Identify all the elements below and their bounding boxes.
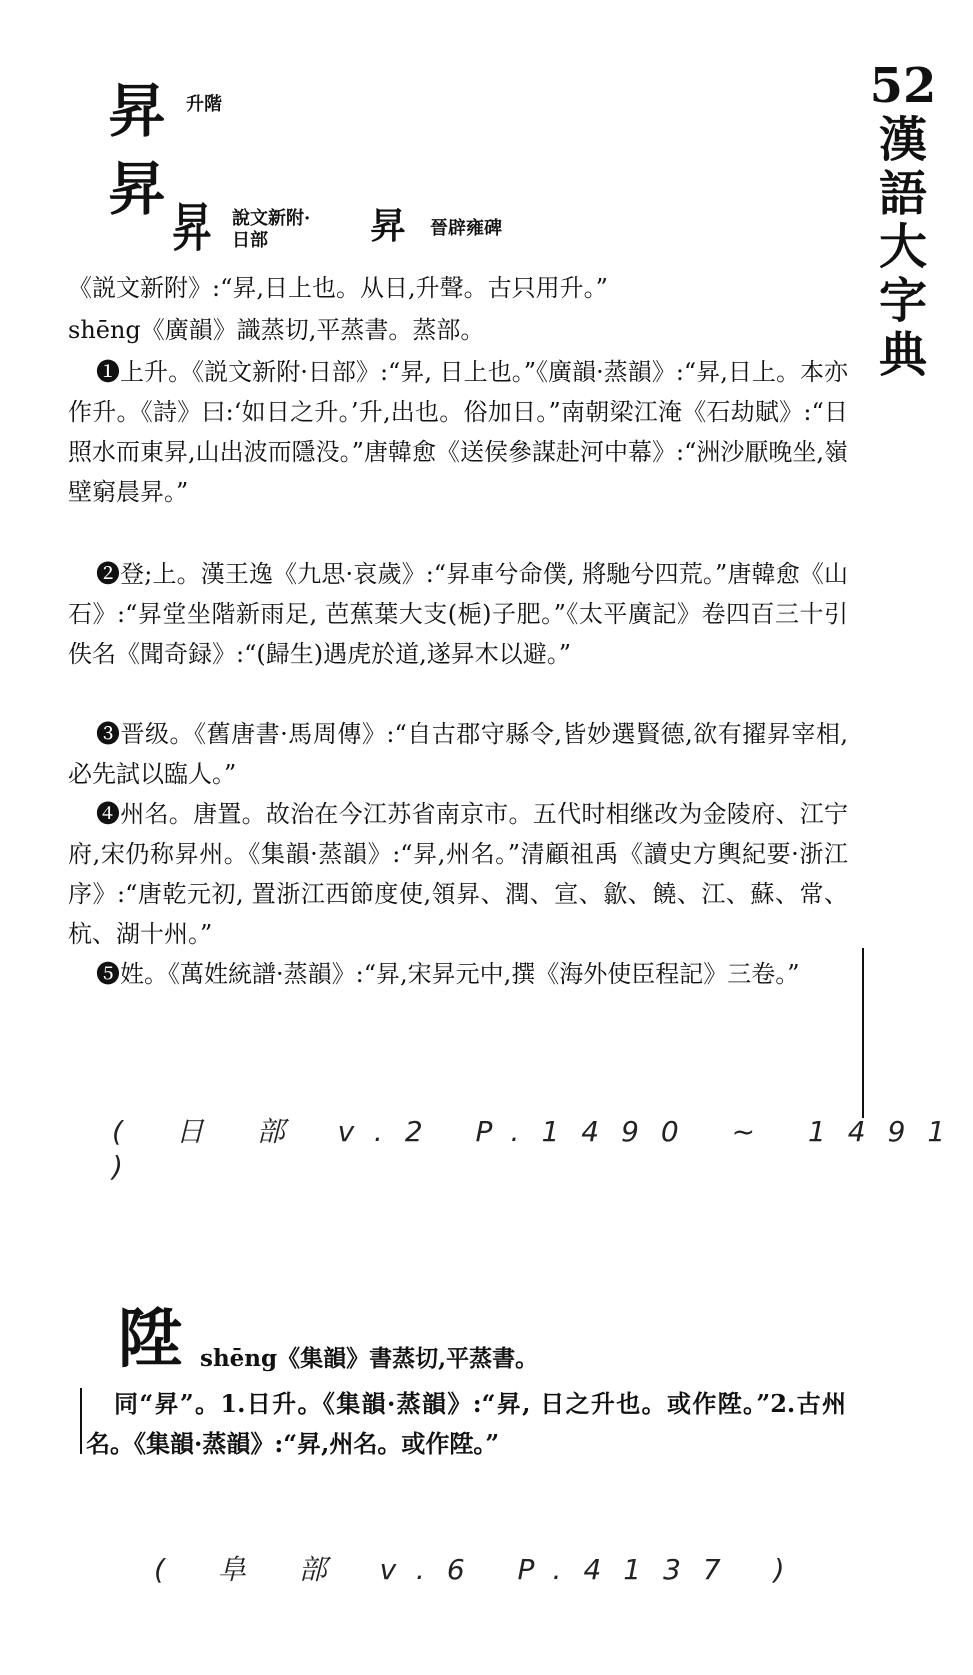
margin-rule (862, 948, 864, 1118)
pronunciation-line: shēng《廣韻》識蒸切,平蒸書。蒸部。 (68, 316, 485, 344)
entry2-definition: 同“昇”。1.日升。《集韻·蒸韻》:“昇, 日之升也。或作陞。”2.古州名。《集韻·蒸韻》:“昇,州名。或作陞。” (86, 1389, 846, 1458)
sense-4: ❹州名。唐置。故治在今江苏省南京市。五代时相继改为金陵府、江宁府,宋仍称昇州。《集韻·蒸韻》:“昇,州名。”清顧祖禹《讀史方輿紀要·浙江序》:“唐乾元初, 置浙江西節度使,領昇、潤、宣、歙、饒、江、蘇、常、杭、湖十州。” (68, 800, 848, 948)
title-char: 漢 (878, 111, 927, 168)
title-char: 大 (878, 219, 927, 276)
handwritten-note-2: ( 阜 部 v.6 P.4137 ) (154, 1553, 807, 1586)
seal-note (232, 208, 310, 252)
title-char: 語 (878, 165, 927, 222)
quote-line: 《説文新附》:“昇,日上也。从日,升聲。古只用升。” (68, 274, 608, 302)
jin-note: 晉辟雍碑 (430, 218, 502, 239)
entry2-pronunciation: shēng《集韻》書蒸切,平蒸書。 (200, 1345, 539, 1372)
sense-1: ❶上升。《説文新附·日部》:“昇, 日上也。”《廣韻·蒸韻》:“昇,日上。本亦作升。《詩》曰:‘如日之升。’升,出也。俗加日。”南朝梁江淹《石劫賦》:“日照水而東昇,山出波而隱没。”唐韓愈《送侯參謀赴河中幕》:“洲沙厭晚坐,嶺壁窮晨昇。” (68, 358, 848, 506)
sense-3: ❸晋级。《舊唐書·馬周傳》:“自古郡守縣令,皆妙選賢德,欲有擢昇宰相,必先試以臨人。” (68, 720, 848, 788)
entry1-headword: 昇 (108, 77, 167, 145)
seal-note-line: 說文新附· (232, 208, 311, 229)
side-heading (868, 60, 938, 383)
handwritten-note-1: ( 日 部 v.2 P.1490 ~ 1491 ) (112, 1115, 968, 1183)
title-char: 典 (878, 326, 927, 383)
title-char: 字 (878, 273, 927, 329)
seal-script-glyph: 昇 (172, 197, 212, 259)
entry1-headword-large: 昇 (108, 155, 167, 223)
seal-note-line: 日部 (232, 230, 268, 251)
volume-number: 52 (869, 58, 937, 114)
left-margin-rule (80, 1388, 82, 1454)
sense-2: ❷登;上。漢王逸《九思·哀歲》:“昇車兮命僕, 將馳兮四荒。”唐韓愈《山石》:“昇堂坐階新雨足, 芭蕉葉大支(梔)子肥。”《太平廣記》卷四百三十引佚名《聞奇録》:“(歸生)遇虎於道,遂昇木以避。” (68, 560, 848, 668)
entry1-variant-note: 升階 (186, 94, 222, 115)
sense-5: ❺姓。《萬姓統譜·蒸韻》:“昇,宋昇元中,撰《海外使臣程記》三卷。” (96, 960, 800, 988)
jin-script-glyph: 昇 (370, 205, 407, 247)
entry2-headword: 陞 (118, 1302, 182, 1377)
